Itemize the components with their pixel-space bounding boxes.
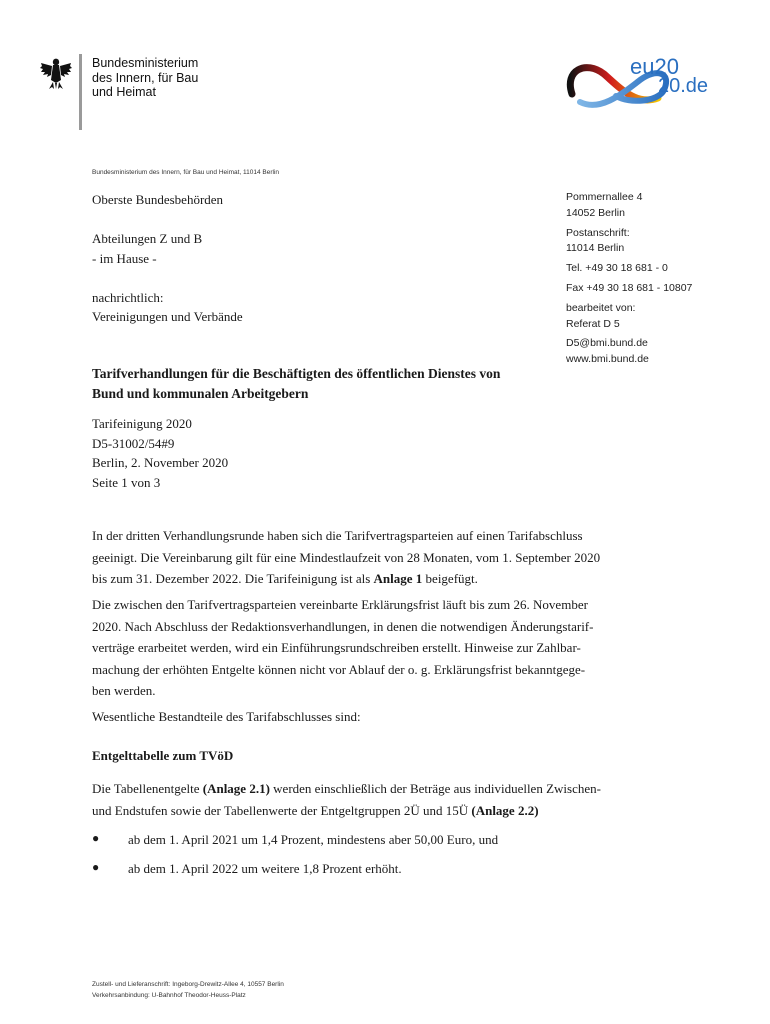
contact-phone: Tel. +49 30 18 681 - 0 — [566, 262, 668, 275]
contact-postal-label: Postanschrift: — [566, 226, 630, 239]
list-item-text: ab dem 1. April 2022 um weitere 1,8 Prozent erhöht. — [128, 861, 402, 876]
contact-block — [566, 190, 692, 368]
recipient-line: Abteilungen Z und B — [92, 231, 203, 246]
sender-line: Bundesministerium des Innern, für Bau und Heimat, 11014 Berlin — [92, 169, 280, 176]
footer — [92, 979, 284, 1001]
text-run: beigefügt. — [422, 571, 478, 586]
recipient-line: nachrichtlich: — [92, 289, 164, 305]
header-divider — [79, 54, 82, 130]
list-item-text: ab dem 1. April 2021 um 1,4 Prozent, mindestens aber 50,00 Euro, und — [128, 832, 499, 847]
paragraph-line: In der dritten Verhandlungsrunde haben sich die Tarifvertragsparteien auf einen Tarifabschluss — [92, 528, 583, 543]
annex-reference: (Anlage 2.1) — [202, 781, 270, 796]
recipient-line: Oberste Bundesbehörden — [92, 192, 224, 207]
annex-reference: Anlage 1 — [373, 571, 423, 586]
paragraph-line — [92, 778, 682, 800]
paragraph-line: 2020. Nach Abschluss der Redaktionsverhandlungen, in denen die notwendigen Änderungstarif- — [92, 618, 594, 634]
letter-meta — [92, 414, 228, 492]
annex-reference: (Anlage 2.2) — [471, 802, 539, 818]
paragraph-line: ben werden. — [92, 683, 156, 698]
eu2020-logo — [560, 50, 720, 114]
federal-eagle-icon — [40, 56, 72, 90]
text-run: bis zum 31. Dezember 2022. Die Tarifeinigung ist als — [92, 571, 374, 586]
body-paragraph — [92, 778, 682, 821]
body-paragraph — [92, 525, 682, 590]
bullet-icon: ● — [92, 831, 100, 845]
meta-page: Seite 1 von 3 — [92, 474, 161, 490]
contact-email: D5@bmi.bund.de — [566, 337, 648, 350]
paragraph-line: verträge erarbeitet werden, wird ein Einführungsrundschreiben erstellt. Hinweise zur Zahlbar- — [92, 640, 581, 655]
contact-processed-by-label: bearbeitet von: — [566, 301, 636, 314]
contact-processed-by: Referat D 5 — [566, 317, 620, 330]
bullet-icon: ● — [92, 860, 100, 874]
text-run: werden einschließlich der Beträge aus individuellen Zwischen- — [269, 781, 601, 796]
subject-heading — [92, 364, 562, 404]
ministry-name-line: des Innern, für Bau — [92, 70, 199, 85]
ministry-name — [92, 56, 198, 100]
meta-topic: Tarifeinigung 2020 — [92, 416, 192, 431]
section-heading: Entgelttabelle zum TVöD — [92, 748, 234, 763]
paragraph-line: machung der erhöhten Entgelte können nicht vor Ablauf der o. g. Erklärungsfrist bekanntgege- — [92, 661, 586, 677]
text-run: und Endstufen sowie der Tabellenwerte der Entgeltgruppen 2Ü und 15Ü — [92, 802, 472, 818]
contact-postal-city: 11014 Berlin — [566, 242, 625, 255]
contact-address: 14052 Berlin — [566, 206, 625, 219]
body-paragraph: Wesentliche Bestandteile des Tarifabschlusses sind: — [92, 709, 361, 724]
footer-transport: Verkehrsanbindung: U-Bahnhof Theodor-Heuss-Platz — [92, 992, 246, 999]
paragraph-line — [92, 800, 682, 822]
subject-line: Tarifverhandlungen für die Beschäftigten des öffentlichen Dienstes von — [92, 366, 501, 381]
paragraph-line — [92, 568, 682, 590]
recipient-line: Vereinigungen und Verbände — [92, 309, 243, 324]
ministry-name-line: und Heimat — [92, 85, 156, 99]
body-paragraph — [92, 594, 682, 702]
meta-reference: D5-31002/54#9 — [92, 435, 175, 451]
recipient-block — [92, 190, 243, 327]
ministry-name-line: Bundesministerium — [92, 56, 199, 70]
text-run: Die Tabellenentgelte — [92, 781, 203, 796]
footer-delivery-address: Zustell- und Lieferanschrift: Ingeborg-Drewitz-Allee 4, 10557 Berlin — [92, 981, 284, 988]
contact-website: www.bmi.bund.de — [566, 353, 649, 366]
paragraph-line: Die zwischen den Tarifvertragsparteien vereinbarte Erklärungsfrist läuft bis zum 26. November — [92, 597, 588, 612]
eu-logo-text-top: eu20 — [630, 54, 679, 79]
subject-line: Bund und kommunalen Arbeitgebern — [92, 386, 309, 401]
meta-date: Berlin, 2. November 2020 — [92, 455, 229, 470]
paragraph-line: geeinigt. Die Vereinbarung gilt für eine Mindestlaufzeit von 28 Monaten, vom 1. September 2020 — [92, 549, 601, 565]
contact-fax: Fax +49 30 18 681 - 10807 — [566, 281, 693, 294]
contact-address: Pommernallee 4 — [566, 191, 643, 203]
eu-logo-text-bottom: 20.de — [658, 75, 709, 97]
recipient-line: - im Hause - — [92, 250, 157, 266]
